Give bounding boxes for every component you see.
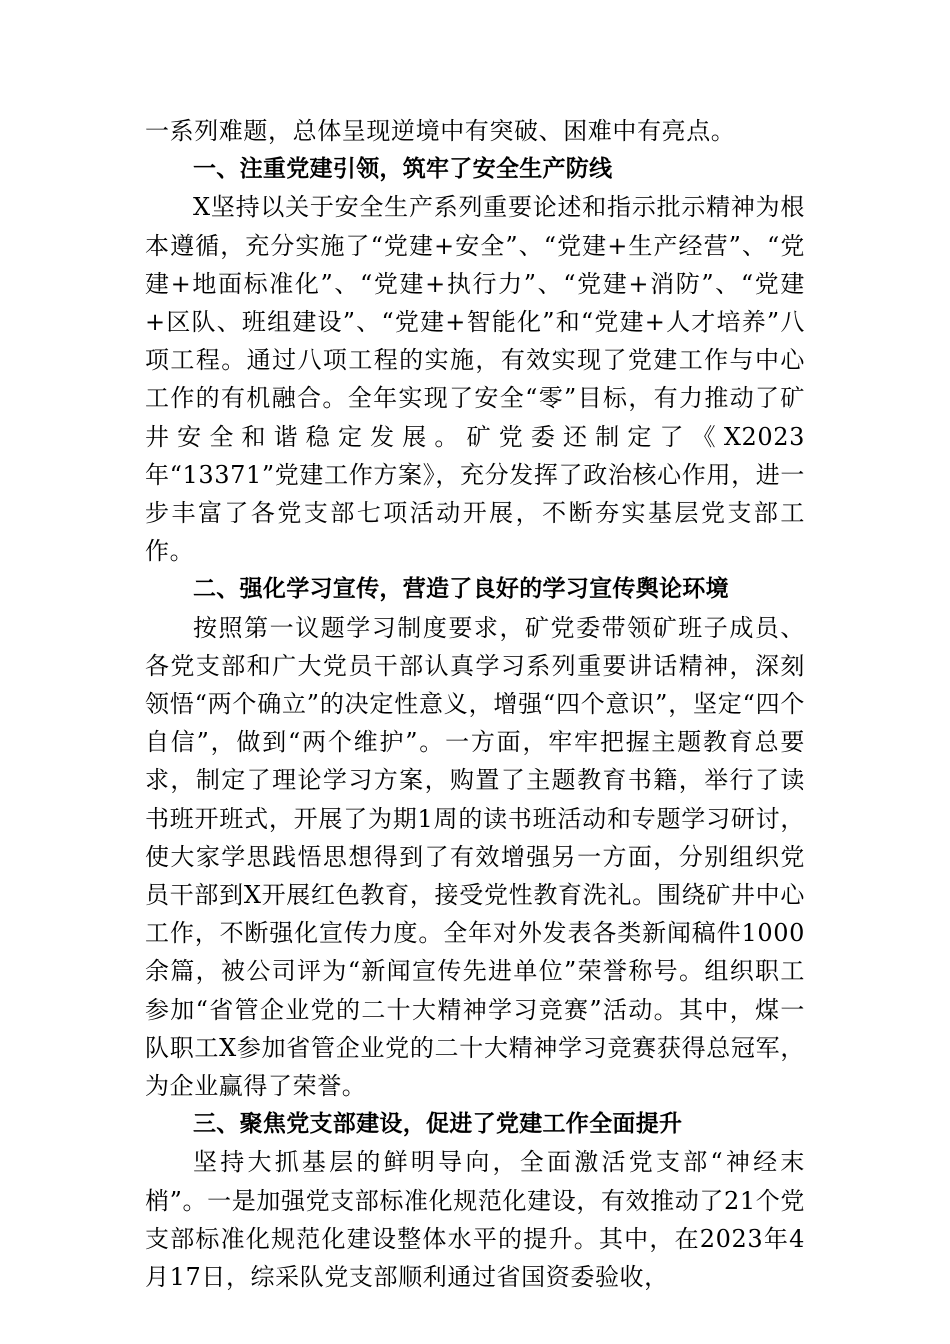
- section-3-heading: 三、聚焦党支部建设，促进了党建工作全面提升: [193, 1111, 683, 1138]
- section-2-body: 按照第一议题学习制度要求，矿党委带领矿班子成员、各党支部和广大党员干部认真学习系列重要讲话精神，深刻领悟“两个确立”的决定性意义，增强“四个意识”，坚定“四个自信”，做到“两个维护”。一方面，牢牢把握主题教育总要求，制定了理论学习方案，购置了主题教育书籍，举行了读书班开班式，开展了为期1周的读书班活动和专题学习研讨，使大家学思践悟思想得到了有效增强另一方面，分别组织党员干部到X开展红色教育，接受党性教育洗礼。围绕矿井中心工作，不断强化宣传力度。全年对外发表各类新闻稿件1000余篇，被公司评为“新闻宣传先进单位”荣誉称号。组织职工参加“省管企业党的二十大精神学习竞赛”活动。其中，煤一队职工X参加省管企业党的二十大精神学习竞赛获得总冠军，为企业赢得了荣誉。: [145, 613, 805, 1101]
- section-1-heading: 一、注重党建引领，筑牢了安全生产防线: [193, 156, 613, 183]
- document-body: [145, 112, 805, 1296]
- section-1-body: X坚持以关于安全生产系列重要论述和指示批示精神为根本遵循，充分实施了“党建+安全”、“党建+生产经营”、“党建+地面标准化”、“党建+执行力”、“党建+消防”、“党建+区队、班组建设”、“党建+智能化”和“党建+人才培养”八项工程。通过八项工程的实施，有效实现了党建工作与中心工作的有机融合。全年实现了安全“零”目标，有力推动了矿井安全和谐稳定发展。矿党委还制定了《X2023年“13371”党建工作方案》，充分发挥了政治核心作用，进一步丰富了各党支部七项活动开展，不断夯实基层党支部工作。: [145, 193, 805, 566]
- section-3-body: 坚持大抓基层的鲜明导向，全面激活党支部“神经末梢”。一是加强党支部标准化规范化建设，有效推动了21个党支部标准化规范化建设整体水平的提升。其中，在2023年4月17日，综采队党支部顺利通过省国资委验收，: [145, 1148, 805, 1292]
- intro-continuation: 一系列难题，总体呈现逆境中有突破、困难中有亮点。: [145, 117, 736, 145]
- section-2-heading: 二、强化学习宣传，营造了良好的学习宣传舆论环境: [193, 576, 729, 603]
